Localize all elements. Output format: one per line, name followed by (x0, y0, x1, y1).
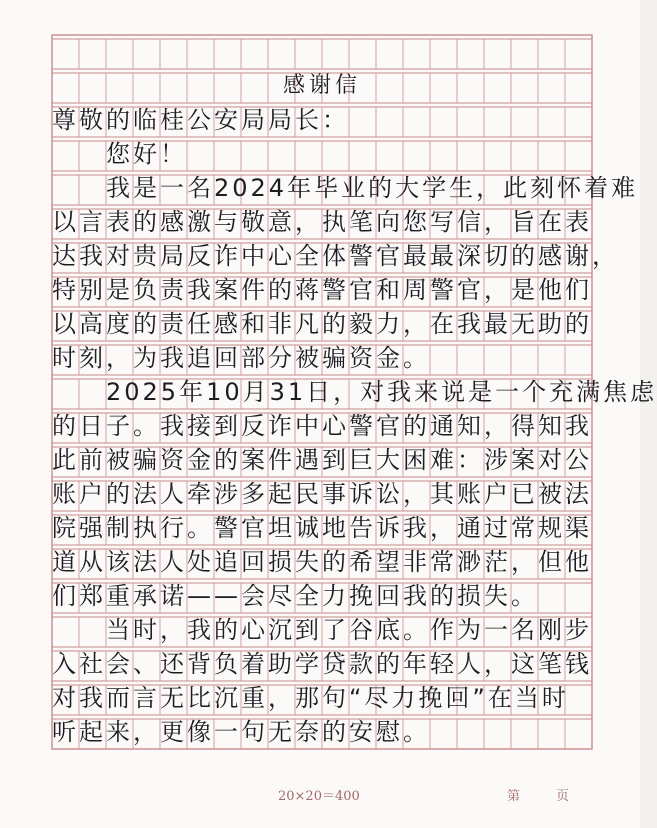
letter-line: 的日子。我接到反诈中心警官的通知，得知我 (52, 412, 592, 440)
letter-line: 以高度的责任感和非凡的毅力，在我最无助的 (52, 310, 592, 338)
page-suffix: 页 (556, 789, 572, 804)
letter-line: 以言表的感激与敬意，执笔向您写信，旨在表 (52, 208, 592, 236)
letter-line: 们郑重承诺——会尽全力挽回我的损失。 (52, 582, 538, 610)
letter-line: 院强制执行。警官坦诚地告诉我，通过常规渠 (52, 514, 592, 542)
letter-line: 当时，我的心沉到了谷底。作为一名刚步 (52, 616, 592, 644)
letter-line: 入社会、还背负着助学贷款的年轻人，这笔钱 (52, 650, 592, 678)
letter-line: 特别是负责我案件的蒋警官和周警官，是他们 (52, 276, 592, 304)
page-prefix: 第 (507, 789, 523, 804)
letter-line: 达我对贵局反诈中心全体警官最最深切的感谢， (52, 242, 619, 270)
letter-title: 感谢信 (282, 73, 361, 98)
letter-line: 时刻，为我追回部分被骗资金。 (52, 344, 430, 372)
letter-line: 此前被骗资金的案件遇到巨大困难：涉案对公 (52, 446, 592, 474)
letter-line: 对我而言无比沉重，那句“尽力挽回”在当时 (52, 684, 569, 712)
page-number-label (507, 785, 571, 804)
letter-line: 账户的法人牵涉多起民事诉讼，其账户已被法 (52, 480, 592, 508)
letter-line: 道从该法人处追回损失的希望非常渺茫，但他 (52, 548, 592, 576)
letter-line: 尊敬的临桂公安局局长： (52, 106, 349, 134)
grid-count-label: 20×20＝400 (278, 789, 360, 804)
letter-line: 听起来，更像一句无奈的安慰。 (52, 718, 430, 746)
letter-line: 我是一名2024年毕业的大学生，此刻怀着难 (52, 174, 639, 202)
letter-line: 2025年10月31日，对我来说是一个充满焦虑 (52, 378, 657, 406)
letter-line: 您好！ (52, 140, 187, 168)
